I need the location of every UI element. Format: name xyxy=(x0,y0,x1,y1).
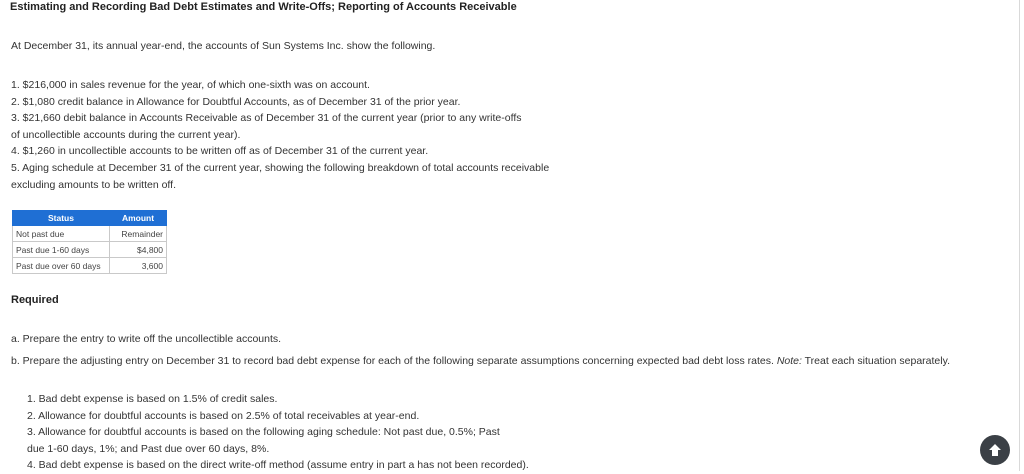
arrow-up-icon xyxy=(987,442,1003,458)
assumptions-list xyxy=(27,391,567,474)
column-header-status: Status xyxy=(13,211,110,226)
status-cell: Past due 1-60 days xyxy=(13,242,110,258)
list-item: of uncollectible accounts during the current year). xyxy=(11,128,241,141)
list-item: 2. $1,080 credit balance in Allowance for Doubtful Accounts, as of December 31 of the prior year. xyxy=(11,95,461,108)
part-b-instruction: b. Prepare the adjusting entry on December 31 to record bad debt expense for each of the following separate assumptions concerning expected bad debt loss rates. xyxy=(11,355,774,367)
status-cell: Past due over 60 days xyxy=(13,258,110,274)
list-item: 1. Bad debt expense is based on 1.5% of credit sales. xyxy=(27,393,278,405)
list-item: 3. Allowance for doubtful accounts is based on the following aging schedule: Not past due, 0.5%; Past xyxy=(27,426,500,439)
list-item: due 1-60 days, 1%; and Past due over 60 days, 8%. xyxy=(27,442,270,455)
table-row xyxy=(13,242,167,258)
list-item: 4. $1,260 in uncollectible accounts to be written off as of December 31 of the current year. xyxy=(11,145,429,158)
note-label: Note: xyxy=(776,355,802,367)
list-item: excluding amounts to be written off. xyxy=(11,178,176,191)
scroll-to-top-button[interactable] xyxy=(980,435,1010,465)
table-row xyxy=(13,258,167,274)
amount-cell: 3,600 xyxy=(110,258,167,274)
status-cell: Not past due xyxy=(13,226,110,242)
intro-text: At December 31, its annual year-end, the accounts of Sun Systems Inc. show the following. xyxy=(11,40,436,52)
problem-title: Estimating and Recording Bad Debt Estimates and Write-Offs; Reporting of Accounts Receivable xyxy=(10,1,517,13)
list-item: 5. Aging schedule at December 31 of the current year, showing the following breakdown of total accounts receivable xyxy=(11,161,550,174)
part-b-text xyxy=(11,353,971,370)
table-row xyxy=(13,226,167,242)
amount-cell: Remainder xyxy=(110,226,167,242)
aging-schedule-table xyxy=(12,210,167,274)
required-heading: Required xyxy=(11,294,59,306)
column-header-amount: Amount xyxy=(110,211,167,226)
list-item: 3. $21,660 debit balance in Accounts Receivable as of December 31 of the current year (prior to any write-offs xyxy=(11,112,522,125)
given-items-list xyxy=(11,77,611,193)
part-a-text: a. Prepare the entry to write off the uncollectible accounts. xyxy=(11,333,282,345)
note-text: Treat each situation separately. xyxy=(804,355,950,367)
list-item: 4. Bad debt expense is based on the direct write-off method (assume entry in part a has not been recorded). xyxy=(27,459,529,472)
amount-cell: $4,800 xyxy=(110,242,167,258)
list-item: 2. Allowance for doubtful accounts is based on 2.5% of total receivables at year-end. xyxy=(27,409,420,422)
list-item: 1. $216,000 in sales revenue for the year, of which one-sixth was on account. xyxy=(11,79,370,91)
